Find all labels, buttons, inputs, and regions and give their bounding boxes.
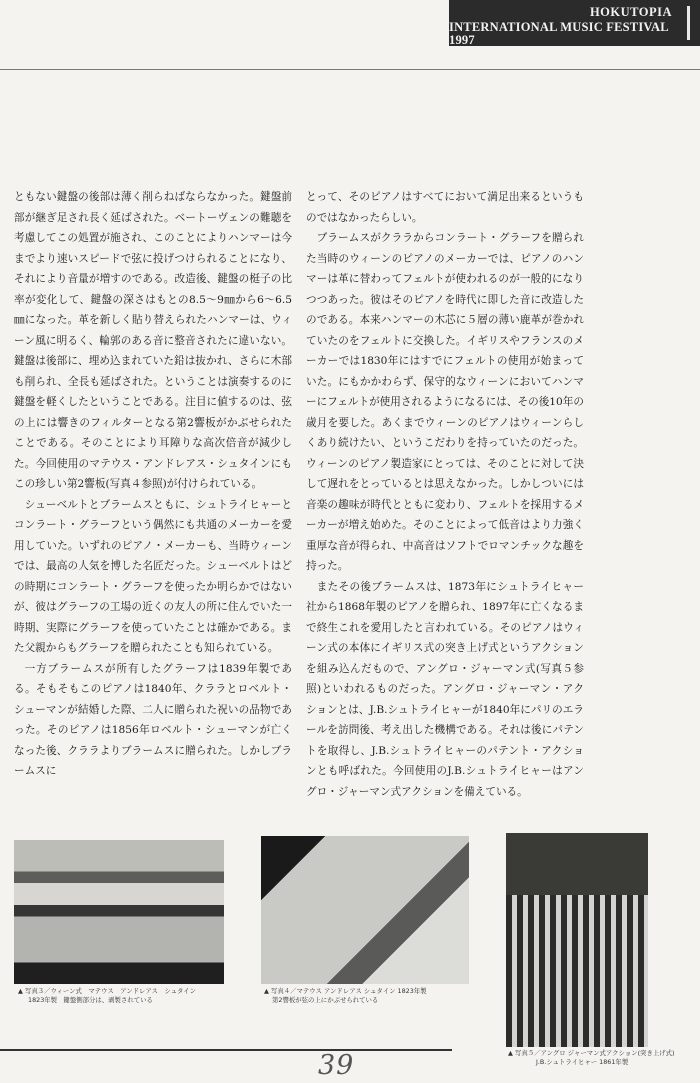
photo-3-caption-line-1: ▲ 写真３／ウィーン式 マテウス アンドレアス シュタイン: [18, 987, 197, 995]
photo-3-caption: [18, 987, 196, 1005]
photo-5-caption-line-1: ▲ 写真５／アングロ ジャーマン式アクション(突き上げ式): [508, 1049, 675, 1057]
photo-4-second-soundboard: [261, 836, 469, 984]
photo-4-caption: [264, 987, 427, 1005]
footer-divider: [0, 1049, 452, 1051]
header-divider: [0, 69, 700, 70]
photo-3-caption-line-2: 1823年製 鍵盤側部分は、剥製されている: [28, 996, 153, 1004]
right-paragraph-2: ブラームスがクララからコンラート・グラーフを贈られた当時のウィーンのピアノのメーカーでは、ピアノのハンマーは革に替わってフェルトが使われるのが一般的になりつつあった。彼はそのピアノを時代に即した音に改造したのである。本来ハンマーの木芯に５層の薄い鹿革が巻かれていたのをフェルトに交換した。イギリスやフランスのメーカーでは1830年にはすでにフェルトの使用が始まっていた。にもかかわらず、保守的なウィーンにおいてハンマーにフェルトが使用されるようになるには、その後10年の歳月を要した。あくまでウィーンのピアノはウィーンらしくあり続けたい、というこだわりを持っていたのだった。ウィーンのピアノ製造家にとっては、そのことに対して決して遅れをとっているとは思えなかった。しかしついには音楽の趣味が時代とともに変わり、フェルトを採用するメーカーが増え始めた。そのことによって低音はより力強く重厚な音が得られ、中高音はソフトでロマンチックな趣を持った。: [306, 232, 584, 572]
festival-header: [449, 0, 700, 46]
photo-4-caption-line-1: ▲ 写真４／マテウス アンドレアス シュタイン 1823年製: [264, 987, 427, 995]
header-bar-mark: [687, 6, 690, 40]
left-text-column: [14, 187, 292, 782]
left-paragraph-3: 一方ブラームスが所有したグラーフは1839年製である。そもそもこのピアノは1840年、クララとロベルト・シューマンが結婚した際、二人に贈られた祝いの品物であった。そのピアノは1856年ロベルト・シューマンが亡くなった後、クララよりブラームスに贈られた。しかしブラームスに: [14, 662, 292, 777]
right-paragraph-1: とって、そのピアノはすべてにおいて満足出来るというものではなかったらしい。: [306, 191, 584, 224]
header-line-2: INTERNATIONAL MUSIC FESTIVAL 1997: [449, 20, 669, 47]
photo-5-caption-line-2: J.B.シュトライヒャー 1861年製: [536, 1058, 629, 1066]
photo-4-caption-line-2: 第2響板が弦の上にかぶせられている: [272, 996, 379, 1004]
header-line-1: HOKUTOPIA: [589, 5, 672, 19]
photo-5-anglo-german-action: [506, 833, 648, 1047]
right-text-column: [306, 187, 584, 802]
right-paragraph-3: またその後ブラームスは、1873年にシュトライヒャー社から1868年製のピアノを贈られ、1897年に亡くなるまで終生これを愛用したと言われている。そのピアノはウィーン式の本体にイギリス式の突き上げ式というアクションを組み込んだもので、アングロ・ジャーマン式(写真５参照)といわれるものだった。アングロ・ジャーマン・アクションとは、J.B.シュトライヒャーが1840年にパリのエラールを訪問後、考え出した機構である。それは後にパテントを取得し、J.B.シュトライヒャーのパテント・アクションとも呼ばれた。今回使用のJ.B.シュトライヒャーはアングロ・ジャーマン式アクションを備えている。: [306, 580, 584, 798]
left-paragraph-1: ともない鍵盤の後部は薄く削らねばならなかった。鍵盤前部が継ぎ足され長く延ばされた。ベートーヴェンの難聴を考慮してこの処置が施され、このことによりハンマーは今までより速いスピードで弦に投げつけられることになり、それにより音量が増すのである。改造後、鍵盤の梃子の比率が変化して、鍵盤の深さはもとの8.5～9㎜から6～6.5㎜になった。革を新しく貼り替えられたハンマーは、ウィーン風に明るく、輪郭のある音に整音されたに違いない。鍵盤は後部に、埋め込まれていた鉛は抜かれ、さらに木部も削られ、全長も延ばされた。ということは演奏するのに鍵盤を軽くしたということである。注目に値するのは、弦の上には響きのフィルターとなる第2響板がかぶせられたことである。そのことにより耳障りな高次倍音が減少した。今回使用のマテウス・アンドレアス・シュタインにもこの珍しい第2響板(写真４参照)が付けられている。: [14, 191, 292, 490]
page-number: 39: [318, 1050, 355, 1081]
photo-3-piano-interior: [14, 840, 224, 984]
photo-5-caption: [508, 1049, 675, 1067]
left-paragraph-2: シューベルトとブラームスともに、シュトライヒャーとコンラート・グラーフという偶然にも共通のメーカーを愛用していた。いずれのピアノ・メーカーも、当時ウィーンでは、最高の人気を博した名匠だった。シューベルトはどの時期にコンラート・グラーフを使ったか明らかではないが、彼はグラーフの工場の近くの友人の所に住んでいた一時期、実際にグラーフを使っていたことは確かである。また父親からもグラーフを贈られたことも知られている。: [14, 498, 292, 654]
photo-5-ornament-panel: [506, 833, 648, 895]
